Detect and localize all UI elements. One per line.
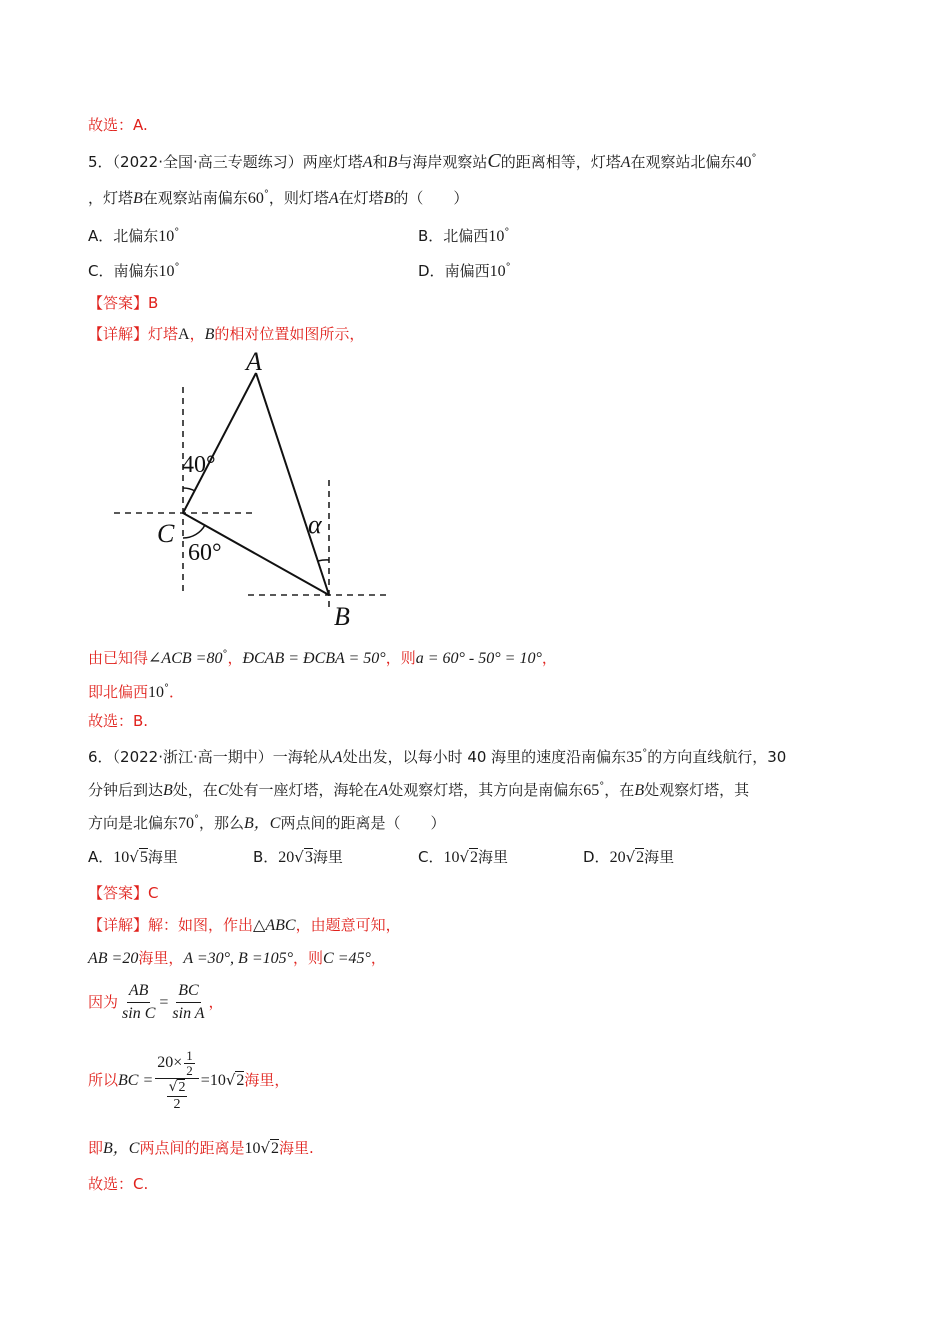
q5-text: 在观察站北偏东: [630, 153, 736, 171]
fig-angle-40: 40°: [182, 452, 216, 478]
q6-option-d: D．20√2海里: [583, 848, 675, 866]
q6-stem-line2: 分钟后到达B处，在C处有一座灯塔，海轮在A处观察灯塔，其方向是南偏东65°，在B处观察灯塔，其: [88, 781, 750, 799]
q5-number: 5．: [88, 153, 113, 171]
q5-option-a: A．北偏东10°: [88, 227, 180, 245]
q5-deg40: 40: [735, 154, 752, 171]
fig-arc-alpha: [318, 560, 329, 561]
fig-arc-60: [183, 525, 205, 538]
q5-var-B: B: [383, 190, 394, 207]
q5-option-c: C．南偏东10°: [88, 262, 180, 280]
q5-deg60: 60: [247, 190, 264, 207]
q5-text: ，则灯塔: [268, 189, 329, 207]
q5-solution-line1: 由已知得∠ACB =80°，ĐCAB = ĐCBA = 50°，则a = 60° - 50° = 10°，: [88, 649, 557, 667]
q5-text: ，灯塔: [88, 189, 134, 207]
q5-text: 在观察站南偏东: [142, 189, 248, 207]
q5-text: 与海岸观察站: [397, 153, 488, 171]
q6-stem-line1: 6．（2022·浙江·高一期中）一海轮从A处出发，以每小时 40 海里的速度沿南偏东35°的方向直线航行，30: [88, 748, 787, 766]
q5-conclusion: 故选：B.: [88, 712, 149, 730]
q5-detail: 【详解】灯塔A，B的相对位置如图所示，: [88, 325, 365, 343]
q6-solution-line4: 即B，C两点间的距离是10√2海里.: [88, 1139, 314, 1157]
frac-bc-calc: 20× $\frac{1}{2}$ $\frac{√2}{2}$: [155, 1049, 199, 1113]
q6-conclusion: 故选：C.: [88, 1175, 149, 1193]
q6-answer: 【答案】C: [88, 884, 159, 902]
q5-stem-line2: ，灯塔B在观察站南偏东60°，则灯塔A在灯塔B的（ ）: [88, 189, 469, 207]
q6-solution-line3: 所以BC = 20× $\frac{1}{2}$ $\frac{√2}{2}$ =10√2海里，: [88, 1047, 290, 1112]
q5-answer: 【答案】B: [88, 294, 159, 312]
fig-angle-60: 60°: [188, 540, 222, 566]
q5-stem-line1: 5．（2022·全国·高三专题练习）两座灯塔A和B与海岸观察站C的距离相等，灯塔A在观察站北偏东40°: [88, 150, 757, 172]
q5-var-B: B: [133, 190, 143, 207]
q5-text: 的（ ）: [393, 189, 469, 207]
frac-bc-sina: $\frac{BC}{\text{sin A}}$: [172, 982, 205, 1022]
fig-side-ab: [256, 373, 329, 595]
q6-detail: 【详解】解：如图，作出△ABC，由题意可知，: [88, 916, 401, 934]
q6-solution-line1: AB =20海里，A =30°, B =105°，则C =45°，: [88, 949, 386, 967]
q6-stem-line3: 方向是北偏东70°，那么B，C两点间的距离是（ ）: [88, 814, 446, 832]
q5-solution-line2: 即北偏西10°．: [88, 683, 185, 701]
q5-text: 和: [372, 153, 388, 171]
q5-text: 的距离相等，灯塔: [500, 153, 621, 171]
frac-ab-sinc: $\frac{AB}{\text{sin C}}$: [122, 982, 156, 1022]
q5-source: （2022·全国·高三专题练习）: [112, 153, 303, 171]
q5-var-A: A: [328, 190, 339, 207]
fig-side-ca: [183, 373, 256, 513]
q5-option-d: D．南偏西10°: [418, 262, 511, 280]
fig-angle-alpha: α: [308, 510, 322, 539]
q5-text: 在灯塔: [338, 189, 384, 207]
q5-var-B: B: [387, 154, 398, 171]
q6-option-a: A．10√5海里: [88, 848, 178, 866]
q4-conclusion: 故选：A.: [88, 116, 148, 134]
q6-option-c: C．10√2海里: [418, 848, 509, 866]
fig-label-B: B: [334, 602, 350, 630]
fig-label-C: C: [157, 519, 175, 548]
q6-option-b: B．20√3海里: [253, 848, 343, 866]
q5-option-b: B．北偏西10°: [418, 227, 510, 245]
q6-solution-line2: 因为 $\frac{AB}{\text{sin C}}$ = $\frac{BC}{\text{sin A}}$ ，: [88, 978, 224, 1027]
q5-figure: [100, 345, 400, 630]
q5-var-A: A: [362, 154, 373, 171]
q5-text: 两座灯塔: [302, 153, 363, 171]
fig-label-A: A: [246, 347, 262, 376]
q5-var-C: C: [487, 150, 501, 172]
q5-var-A: A: [620, 154, 631, 171]
fig-arc-40: [183, 488, 195, 491]
